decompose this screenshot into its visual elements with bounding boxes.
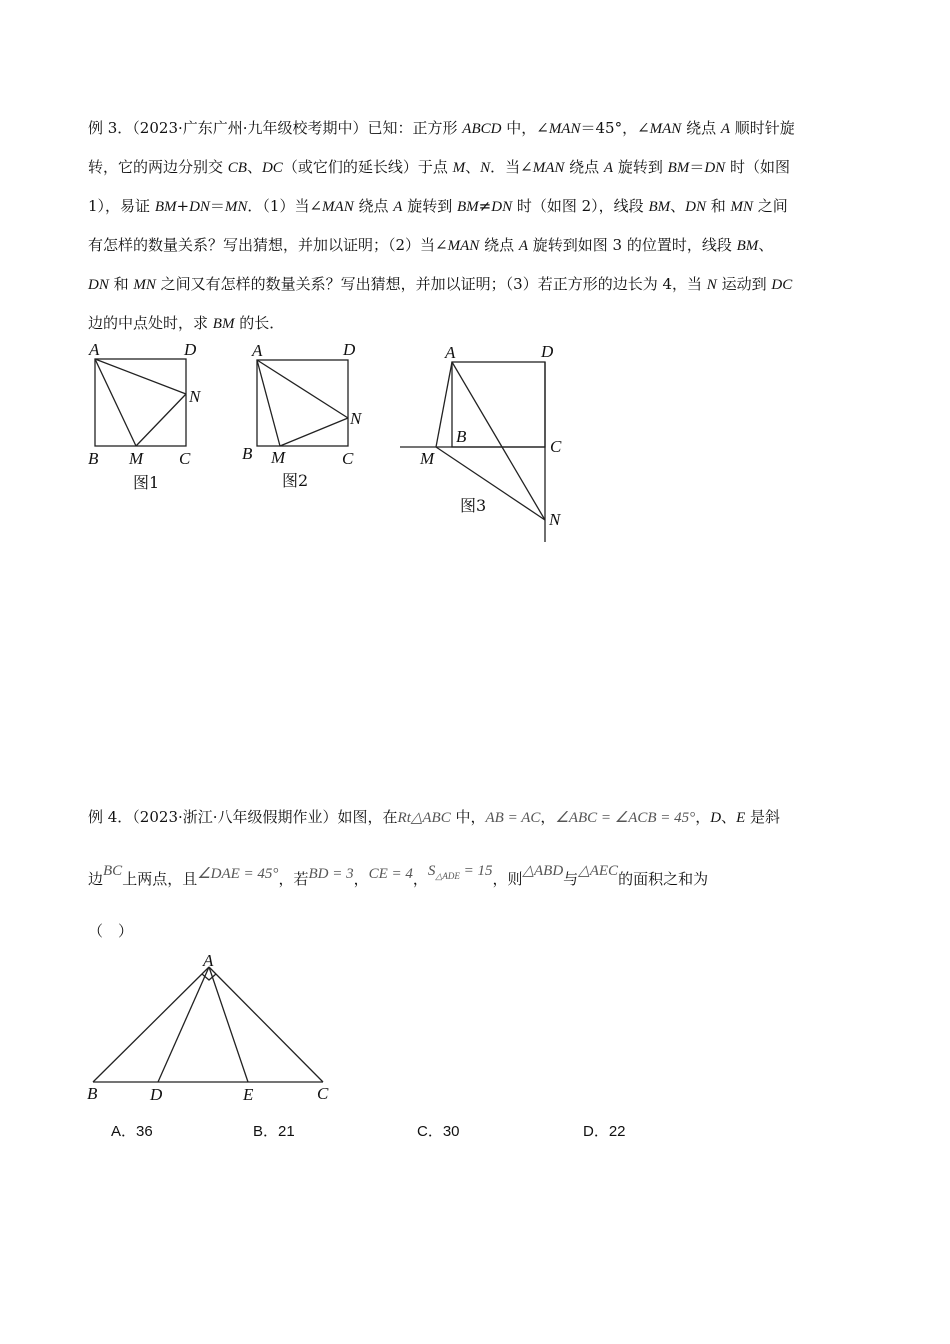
math-variable: DN [685,199,706,215]
text-segment: 时（如图 2），线段 [512,197,649,215]
text-segment: 绕点 [479,236,519,254]
text: 中， [450,808,486,826]
text-segment: ＝45°，∠ [580,119,650,137]
fig2-caption: 图2 [282,471,309,490]
text-segment: ．当∠ [490,158,533,176]
text-segment: 绕点 [353,197,394,215]
example4-figure [85,951,345,1105]
answer-paren: （ ） [88,922,134,940]
var-e: E [736,810,746,826]
fig2-label-b: B [242,444,253,463]
math-variable: BM [212,316,235,332]
example4-prefix: 例 4．（2023·浙江·八年级假期作业）如图，在 [88,808,398,826]
text-segment: 边的中点处时，求 [88,314,213,332]
math-variable: N [480,160,491,176]
text: ， [412,870,428,888]
var-d: D [710,810,722,826]
fig3-line-am [436,362,452,447]
math-variable: DC [771,277,793,293]
text: ，则 [492,870,523,888]
fig1-label-n: N [189,387,201,406]
text-segment: 运动到 [716,275,772,293]
math-variable: DC [261,160,283,176]
fig3-label-a: A [445,343,456,362]
text-segment: 绕点 [564,158,604,176]
fig1-label-m: M [129,449,144,468]
example3-line-1 [88,109,868,148]
fig3-label-c: C [550,437,562,456]
math-variable: BM [648,199,671,215]
example3-line-2 [88,148,868,187]
fig1-label-c: C [179,449,191,468]
text-segment: ≠ [478,197,492,215]
fig3-line-mn [436,447,545,520]
math-variable: MAN [447,238,480,254]
fig2-label-m: M [271,448,286,467]
example3-line-3 [88,187,868,226]
fig4-label-a: A [203,951,214,970]
example4-line-2 [88,863,709,891]
text: 、 [721,808,737,826]
text-segment: 时（如图 [725,158,790,176]
fig4-label-c: C [317,1084,329,1103]
math-variable: MAN [322,199,354,215]
fig2-square [257,360,348,446]
math-variable: MN [224,199,248,215]
math-variable: DN [88,277,109,293]
figure-1 [85,338,215,492]
text-segment: 的长． [234,314,285,332]
math-bd: BD = 3 [308,866,354,882]
text: ，若 [278,870,309,888]
math-variable: BM [667,160,690,176]
text-segment: 之间又有怎样的数量关系？写出猜想，并加以证明；（3）若正方形的边长为 4，当 [155,275,707,293]
fig2-label-a: A [252,341,263,360]
example3-line-4 [88,226,868,265]
option-c[interactable]: C．30 [417,1123,460,1140]
text: ， [540,808,556,826]
fig2-line-mn [280,418,348,446]
fig4-line-ac [209,967,323,1082]
text-segment: + [176,197,190,215]
fig4-line-ab [93,967,209,1082]
text-segment: 、 [465,158,481,176]
math-rt-abc: Rt△ABC [397,810,451,826]
math-variable: CB [227,160,247,176]
option-a[interactable]: A．36 [111,1123,153,1140]
text-segment: 绕点 [681,119,721,137]
fig1-label-b: B [88,449,99,468]
text-segment: 、 [758,236,774,254]
text: ， [353,870,369,888]
fig3-label-n: N [549,510,561,529]
text-segment: 旋转到 [402,197,457,215]
text-segment: 例 3．（2023·广东广州·九年级校考期中）已知：正方形 [88,119,463,137]
math-area-value: = 15 [459,863,493,879]
example4-line-1 [88,806,780,827]
math-s: S [427,863,436,879]
text-segment: ＝ [209,197,225,215]
text-segment: ．（1）当∠ [247,197,323,215]
text: ， [695,808,711,826]
text-segment: 顺时针旋 [730,119,795,137]
math-angle-eq: ∠ABC = ∠ACB = 45° [555,810,696,826]
math-ce: CE = 4 [368,866,413,882]
text: 边 [88,870,104,888]
text-segment: ＝ [689,158,705,176]
fig4-label-e: E [243,1085,254,1104]
math-sub: △ADE [435,871,460,881]
math-variable: A [720,121,731,137]
math-variable: ABCD [462,121,502,137]
text: 是斜 [745,808,781,826]
fig4-label-b: B [87,1084,98,1103]
math-variable: A [393,199,403,215]
fig1-caption: 图1 [133,473,160,492]
math-area [428,861,493,879]
fig3-label-m: M [420,449,435,468]
math-variable: N [706,277,717,293]
fig1-label-d: D [184,340,197,359]
text-segment: （或它们的延长线）于点 [282,158,453,176]
text: 的面积之和为 [618,870,709,888]
math-tri-abd: △ABD [522,863,564,879]
text: 与 [563,870,579,888]
fig1-label-a: A [89,340,100,359]
fig2-label-c: C [342,449,354,468]
figure-3 [400,340,580,545]
fig2-label-d: D [343,340,356,359]
math-variable: BM [456,199,479,215]
math-variable: DN [704,160,726,176]
fig4-label-d: D [150,1085,163,1104]
text-segment: 旋转到 [613,158,668,176]
text-segment: 1），易证 [88,197,155,215]
math-variable: A [603,160,614,176]
math-variable: DN [189,199,210,215]
fig3-caption: 图3 [460,496,487,515]
math-variable: BM [154,199,177,215]
math-variable: MN [730,199,754,215]
example3-text [88,109,868,343]
option-b[interactable]: B．21 [253,1123,295,1140]
text-segment: 有怎样的数量关系？写出猜想，并加以证明；（2）当∠ [88,236,448,254]
math-variable: MAN [649,121,682,137]
fig1-square [95,359,186,446]
math-variable: MAN [548,121,581,137]
text-segment: 旋转到如图 3 的位置时，线段 [528,236,737,254]
math-variable: A [518,238,529,254]
text-segment: 、 [670,197,686,215]
math-variable: BM [736,238,759,254]
text-segment: 中，∠ [501,119,549,137]
math-variable: MAN [532,160,565,176]
fig2-label-n: N [350,409,362,428]
fig3-label-d: D [541,342,554,361]
math-variable: M [452,160,466,176]
option-d[interactable]: D．22 [583,1123,626,1140]
math-tri-aec: △AEC [578,863,619,879]
text: 上两点，且 [122,870,198,888]
fig4-line-ad [158,967,209,1082]
text-segment: 之间 [753,197,788,215]
example3-line-5 [88,265,868,304]
figure-2 [240,338,370,488]
fig1-line-mn [136,394,186,446]
text-segment: 、 [246,158,262,176]
math-bc: BC [103,863,123,879]
fig4-line-ae [209,967,248,1082]
math-variable: DN [491,199,513,215]
math-variable: MN [133,277,156,293]
math-ab-eq-ac: AB = AC [485,810,541,826]
text-segment: 和 [108,275,134,293]
math-angle-dae: ∠DAE = 45° [197,866,279,882]
text-segment: 和 [705,197,731,215]
fig3-label-b: B [456,427,467,446]
text-segment: 转，它的两边分别交 [88,158,228,176]
